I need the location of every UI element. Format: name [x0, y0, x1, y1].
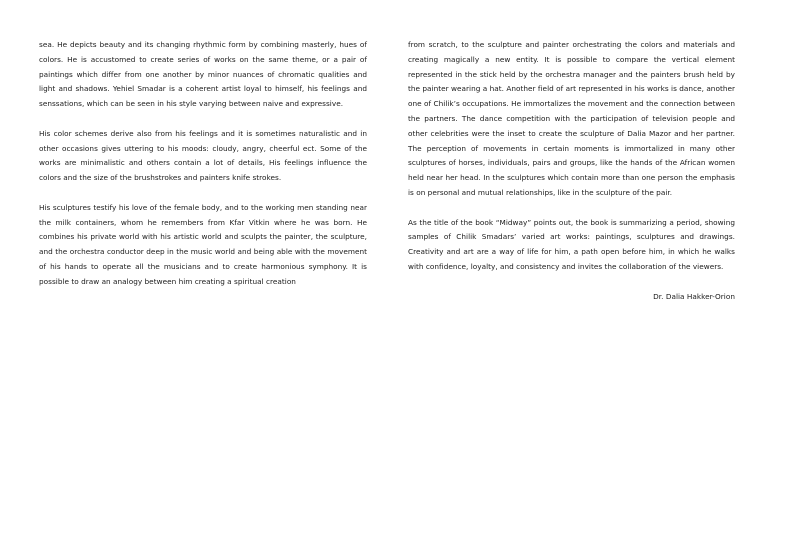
left-page-text — [39, 38, 367, 304]
right-page-text — [408, 38, 735, 319]
left-paragraph-3: His sculptures testify his love of the female body, and to the working men standing near the milk containers, whom he remembers from Kfar Vitkin where he was born. He combines his private world with his artistic world and sculpts the painter, the sculpture, and the orchestra conductor deep in the music world and being able with the movement of his hands to operate all the musicians and to create harmonious symphony. It is possible to draw an analogy between him creating a spiritual creation — [39, 202, 367, 286]
author-signature: Dr. Dalia Hakker-Orion — [653, 291, 735, 301]
left-paragraph-2: His color schemes derive also from his feelings and it is sometimes naturalistic and in other occasions gives uttering to his moods: cloudy, angry, cheerful ect. Some of the works are minimalistic and others contain a lot of details, His feelings influence the colors and the size of the brushstrokes and painters knife strokes. — [39, 128, 367, 183]
left-paragraph-1: sea. He depicts beauty and its changing rhythmic form by combining masterly, hues of colors. He is accustomed to create series of works on the same theme, or a pair of paintings which differ from one another by minor nuances of chromatic qualities and light and shadows. Yehiel Smadar is a coherent artist loyal to himself, his feelings and senssations, which can be seen in his style varying between naive and expressive. — [39, 40, 367, 109]
right-paragraph-2: As the title of the book “Midway” points out, the book is summarizing a period, showing samples of Chilik Smadars’ varied art works: paintings, sculptures and drawings. Creativity and art are a way of life for him, a path open before him, in which he walks with confidence, loyalty, and consistency and invites the collaboration of the viewers. — [408, 217, 735, 271]
right-paragraph-1: from scratch, to the sculpture and painter orchestrating the colors and materials and creating magically a new entity. It is possible to compare the vertical element represented in the stick held by the orchestra manager and the painters brush held by the painter wearing a hat. Another field of art represented in his works is dance, another one of Chilik’s occupations. He immortalizes the movement and the connection between the partners. The dance competition with the participation of television people and other celebrities were the inset to create the sculpture of Dalia Mazor and her partner. The perception of movements in certain moments is immortalized in many other sculptures of horses, individuals, pairs and groups, like the hands of the African women held near her head. In the sculptures which contain more than one person the emphasis is on personal and mutual relationships, like in the sculpture of the pair. — [408, 40, 735, 197]
